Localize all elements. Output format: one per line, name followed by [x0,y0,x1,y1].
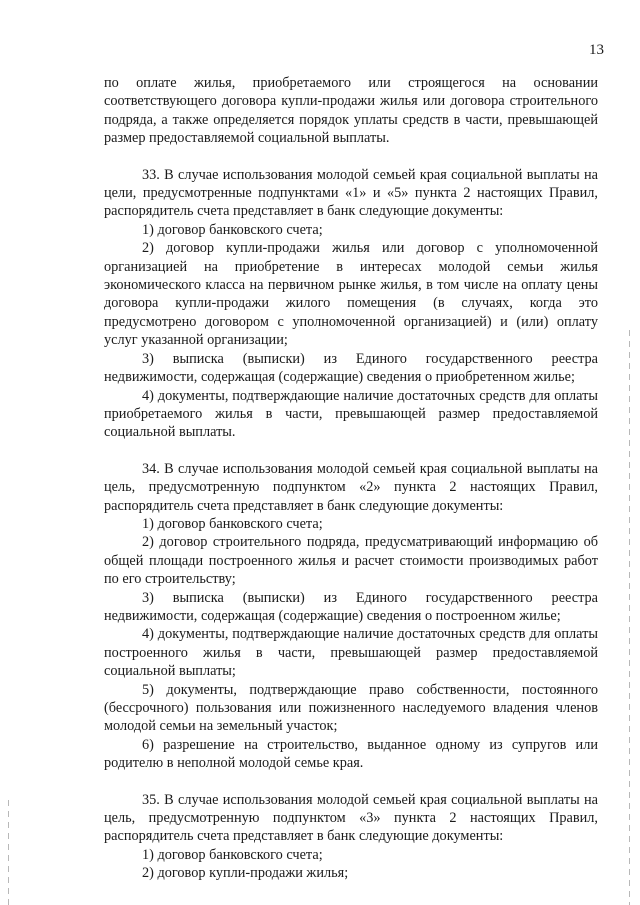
list-item: 2) договор купли-продажи жилья; [142,865,349,882]
paragraph-33: 33. В случае использования молодой семьей края социальной выплаты на цели, предусмотренные подпунктами «1» и «5» пункта 2 настоящих Правил, распорядитель счета представляет в банк следующие документы: [104,166,598,220]
scan-edge-line [8,800,9,905]
list-item: 2) договор строительного подряда, предусматривающий информацию об общей площади построенного жилья и расчет стоимости производимых работ по его строительству; [104,534,598,588]
paragraph-34: 34. В случае использования молодой семьей края социальной выплаты на цель, предусмотренную подпунктом «2» пункта 2 настоящих Правил, распорядитель счета представляет в банк следующие документы: [104,460,598,514]
list-item: 1) договор банковского счета; [142,846,323,863]
list-item: 4) документы, подтверждающие наличие достаточных средств для оплаты приобретаемого жилья в части, превышающей размер предоставляемой социальной выплаты. [104,387,598,441]
list-item: 2) договор купли-продажи жилья или договор с уполномоченной организацией на приобретение в интересах молодой семьи жилья экономического класса на первичном рынке жилья, в том числе на оплату цены договора купли-продажи жилого помещения (в случаях, когда это предусмотрено договором с уполномоченной организацией) и (или) оплату услуг указанной организации; [104,240,598,349]
list-item: 1) договор банковского счета; [142,515,323,532]
list-item: 4) документы, подтверждающие наличие достаточных средств для оплаты построенного жилья в части, превышающей размер предоставляемой социальной выплаты; [104,626,598,680]
list-item: 1) договор банковского счета; [142,221,323,238]
document-body [104,74,598,883]
list-item: 3) выписка (выписки) из Единого государственного реестра недвижимости, содержащая (содержащие) сведения о построенном жилье; [104,589,598,624]
paragraph-35: 35. В случае использования молодой семьей края социальной выплаты на цель, предусмотренную подпунктом «3» пункта 2 настоящих Правил, распорядитель счета представляет в банк следующие документы: [104,791,598,845]
paragraph-continuation: по оплате жилья, приобретаемого или строящегося на основании соответствующего договора купли-продажи жилья или договора строительного подряда, а также определяется порядок уплаты средств в части, превышающей размер предоставляемой социальной выплаты. [104,75,598,147]
page-number: 13 [589,42,604,58]
list-item: 6) разрешение на строительство, выданное одному из супругов или родителю в неполной молодой семье края. [104,736,598,772]
list-item: 5) документы, подтверждающие право собственности, постоянного (бессрочного) пользования или пожизненного наследуемого владения членов молодой семьи на земельный участок; [104,681,598,735]
list-item: 3) выписка (выписки) из Единого государственного реестра недвижимости, содержащая (содержащие) сведения о приобретенном жилье; [104,350,598,386]
scan-edge-line [629,330,630,905]
